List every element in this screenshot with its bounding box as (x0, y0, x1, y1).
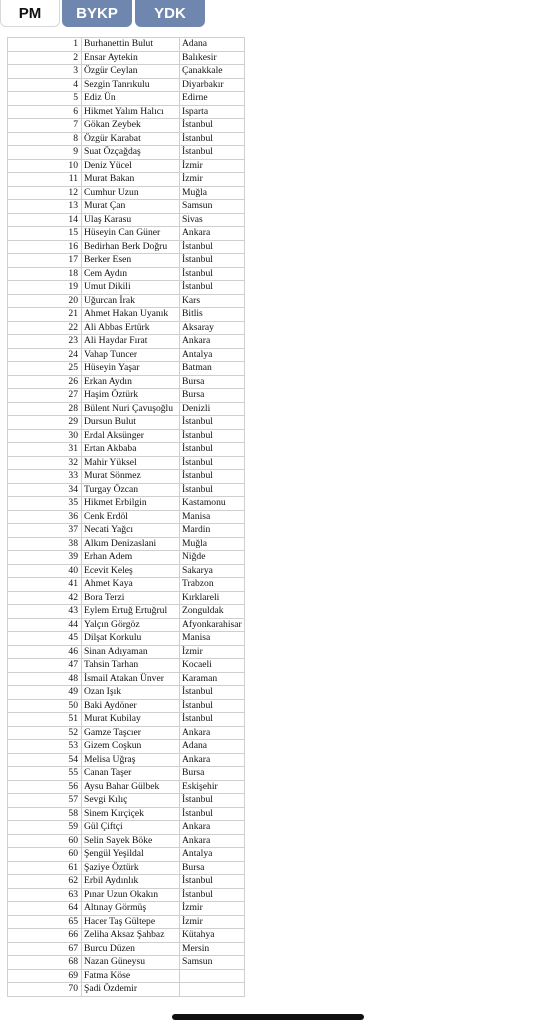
candidate-name[interactable]: Necati Yağcı (82, 524, 180, 538)
candidate-city[interactable]: Muğla (180, 186, 245, 200)
row-number[interactable]: 60 (8, 848, 82, 862)
candidate-name[interactable]: Ensar Aytekin (82, 51, 180, 65)
candidate-city[interactable]: Sakarya (180, 564, 245, 578)
table-row (8, 38, 245, 52)
row-number[interactable]: 67 (8, 942, 82, 956)
candidate-name[interactable]: Ediz Ün (82, 92, 180, 106)
candidate-city[interactable]: Adana (180, 38, 245, 52)
row-number[interactable]: 64 (8, 902, 82, 916)
candidate-city[interactable]: Bursa (180, 375, 245, 389)
candidate-name[interactable]: Bedirhan Berk Doğru (82, 240, 180, 254)
candidate-city[interactable]: Bitlis (180, 308, 245, 322)
table-row (8, 443, 245, 457)
table-row (8, 861, 245, 875)
table-row (8, 713, 245, 727)
candidate-city[interactable]: Ankara (180, 753, 245, 767)
candidate-name[interactable]: Eylem Ertuğ Ertuğrul (82, 605, 180, 619)
table-row (8, 632, 245, 646)
candidate-name[interactable]: Erbil Aydınlık (82, 875, 180, 889)
table-row (8, 200, 245, 214)
candidate-city[interactable]: Bursa (180, 767, 245, 781)
table-row (8, 416, 245, 430)
candidate-city[interactable]: İstanbul (180, 146, 245, 160)
row-number[interactable]: 4 (8, 78, 82, 92)
candidate-name[interactable]: Murat Kubilay (82, 713, 180, 727)
row-number[interactable]: 60 (8, 834, 82, 848)
row-number[interactable]: 32 (8, 456, 82, 470)
table-row (8, 483, 245, 497)
candidate-city[interactable]: Diyarbakır (180, 78, 245, 92)
candidate-city[interactable]: Manisa (180, 632, 245, 646)
candidate-city[interactable] (180, 969, 245, 983)
table-row (8, 65, 245, 79)
candidate-city[interactable]: İstanbul (180, 416, 245, 430)
table-row (8, 294, 245, 308)
tab-pm[interactable]: PM (0, 0, 60, 27)
candidate-city[interactable]: Aksaray (180, 321, 245, 335)
candidate-name[interactable]: Vahap Tuncer (82, 348, 180, 362)
candidate-city[interactable]: İstanbul (180, 807, 245, 821)
table-row (8, 78, 245, 92)
table-row (8, 672, 245, 686)
row-number[interactable]: 14 (8, 213, 82, 227)
row-number[interactable]: 43 (8, 605, 82, 619)
candidate-name[interactable]: Dursun Bulut (82, 416, 180, 430)
candidate-name[interactable]: Ecevit Keleş (82, 564, 180, 578)
candidate-city[interactable]: Zonguldak (180, 605, 245, 619)
candidate-name[interactable]: Yalçın Görgöz (82, 618, 180, 632)
candidate-city[interactable]: Kütahya (180, 929, 245, 943)
table-row (8, 578, 245, 592)
candidate-name[interactable]: Cenk Erdöl (82, 510, 180, 524)
row-number[interactable]: 44 (8, 618, 82, 632)
candidate-name[interactable]: Cumhur Uzun (82, 186, 180, 200)
table-row (8, 591, 245, 605)
table-row (8, 726, 245, 740)
candidate-name[interactable]: Zeliha Aksaz Şahbaz (82, 929, 180, 943)
candidate-city[interactable]: Çanakkale (180, 65, 245, 79)
row-number[interactable]: 22 (8, 321, 82, 335)
candidate-name[interactable]: Şengül Yeşildal (82, 848, 180, 862)
candidate-name[interactable]: Hüseyin Yaşar (82, 362, 180, 376)
candidate-city[interactable]: Trabzon (180, 578, 245, 592)
table-row (8, 119, 245, 133)
row-number[interactable]: 65 (8, 915, 82, 929)
candidate-name[interactable]: Hikmet Yalım Halıcı (82, 105, 180, 119)
candidate-city[interactable]: İstanbul (180, 456, 245, 470)
candidate-city[interactable]: Isparta (180, 105, 245, 119)
row-number[interactable]: 61 (8, 861, 82, 875)
row-number[interactable]: 69 (8, 969, 82, 983)
row-number[interactable]: 41 (8, 578, 82, 592)
candidate-name[interactable]: Hacer Taş Gültepe (82, 915, 180, 929)
candidate-city[interactable]: İstanbul (180, 888, 245, 902)
row-number[interactable]: 42 (8, 591, 82, 605)
table-row (8, 767, 245, 781)
tab-bykp[interactable]: BYKP (62, 0, 132, 27)
row-number[interactable]: 11 (8, 173, 82, 187)
row-number[interactable]: 66 (8, 929, 82, 943)
row-number[interactable]: 54 (8, 753, 82, 767)
candidate-city[interactable]: Ankara (180, 834, 245, 848)
row-number[interactable]: 51 (8, 713, 82, 727)
candidate-name[interactable]: Erdal Aksünger (82, 429, 180, 443)
table-row (8, 321, 245, 335)
row-number[interactable]: 55 (8, 767, 82, 781)
table-row (8, 807, 245, 821)
candidate-name[interactable]: Uğurcan İrak (82, 294, 180, 308)
candidate-city[interactable]: İstanbul (180, 267, 245, 281)
candidate-name[interactable]: Murat Bakan (82, 173, 180, 187)
candidate-city[interactable]: Niğde (180, 551, 245, 565)
table-row (8, 821, 245, 835)
table-row (8, 348, 245, 362)
row-number[interactable]: 57 (8, 794, 82, 808)
candidate-city[interactable]: İzmir (180, 915, 245, 929)
row-number[interactable]: 24 (8, 348, 82, 362)
table-row (8, 132, 245, 146)
candidate-name[interactable]: Nazan Güneysu (82, 956, 180, 970)
row-number[interactable]: 3 (8, 65, 82, 79)
table-row (8, 510, 245, 524)
row-number[interactable]: 37 (8, 524, 82, 538)
candidate-city[interactable]: Antalya (180, 348, 245, 362)
table-row (8, 159, 245, 173)
candidate-name[interactable]: Sinem Kırçiçek (82, 807, 180, 821)
candidate-city[interactable]: İstanbul (180, 875, 245, 889)
candidate-city[interactable]: Bursa (180, 861, 245, 875)
table-row (8, 335, 245, 349)
candidate-city[interactable]: Ankara (180, 726, 245, 740)
candidate-name[interactable]: Selin Sayek Böke (82, 834, 180, 848)
table-row (8, 92, 245, 106)
candidate-city[interactable]: İstanbul (180, 470, 245, 484)
candidate-city[interactable]: Denizli (180, 402, 245, 416)
table-row (8, 375, 245, 389)
table-row (8, 699, 245, 713)
table-row (8, 186, 245, 200)
row-number[interactable]: 36 (8, 510, 82, 524)
table-row (8, 618, 245, 632)
candidate-city[interactable]: İstanbul (180, 686, 245, 700)
table-row (8, 848, 245, 862)
candidate-name[interactable]: Ozan Işık (82, 686, 180, 700)
candidate-name[interactable]: Murat Çan (82, 200, 180, 214)
table-row (8, 645, 245, 659)
table-row (8, 105, 245, 119)
sheet-tabs (0, 0, 210, 27)
candidate-city[interactable]: İstanbul (180, 699, 245, 713)
row-number[interactable]: 5 (8, 92, 82, 106)
candidate-city[interactable]: Muğla (180, 537, 245, 551)
row-number[interactable]: 9 (8, 146, 82, 160)
candidate-city[interactable]: Mersin (180, 942, 245, 956)
candidate-name[interactable]: Burhanettin Bulut (82, 38, 180, 52)
candidate-name[interactable]: Murat Sönmez (82, 470, 180, 484)
row-number[interactable]: 1 (8, 38, 82, 52)
row-number[interactable]: 49 (8, 686, 82, 700)
candidate-city[interactable]: Eskişehir (180, 780, 245, 794)
table-row (8, 240, 245, 254)
table-row (8, 794, 245, 808)
row-number[interactable]: 6 (8, 105, 82, 119)
table-row (8, 308, 245, 322)
table-row (8, 929, 245, 943)
row-number[interactable]: 53 (8, 740, 82, 754)
row-number[interactable]: 46 (8, 645, 82, 659)
row-number[interactable]: 7 (8, 119, 82, 133)
table-row (8, 902, 245, 916)
candidate-city[interactable]: Bursa (180, 389, 245, 403)
table-row (8, 915, 245, 929)
candidate-city[interactable]: İzmir (180, 645, 245, 659)
candidate-city[interactable]: Kars (180, 294, 245, 308)
candidate-name[interactable]: Berker Esen (82, 254, 180, 268)
table-row (8, 402, 245, 416)
candidate-name[interactable]: Hikmet Erbilgin (82, 497, 180, 511)
row-number[interactable]: 70 (8, 983, 82, 997)
candidate-list (7, 37, 245, 997)
row-number[interactable]: 56 (8, 780, 82, 794)
candidate-table (7, 37, 245, 997)
row-number[interactable]: 28 (8, 402, 82, 416)
table-row (8, 470, 245, 484)
candidate-name[interactable]: Aysu Bahar Gülbek (82, 780, 180, 794)
candidate-city[interactable]: İstanbul (180, 132, 245, 146)
candidate-city[interactable]: İstanbul (180, 281, 245, 295)
candidate-name[interactable]: Bora Terzi (82, 591, 180, 605)
table-row (8, 456, 245, 470)
row-number[interactable]: 50 (8, 699, 82, 713)
candidate-city[interactable]: Antalya (180, 848, 245, 862)
table-row (8, 429, 245, 443)
row-number[interactable]: 34 (8, 483, 82, 497)
row-number[interactable]: 29 (8, 416, 82, 430)
candidate-city[interactable]: İstanbul (180, 429, 245, 443)
table-row (8, 875, 245, 889)
table-row (8, 956, 245, 970)
table-row (8, 780, 245, 794)
row-number[interactable]: 45 (8, 632, 82, 646)
row-number[interactable]: 21 (8, 308, 82, 322)
row-number[interactable]: 8 (8, 132, 82, 146)
candidate-name[interactable]: Gökan Zeybek (82, 119, 180, 133)
candidate-city[interactable]: İstanbul (180, 254, 245, 268)
table-row (8, 146, 245, 160)
candidate-name[interactable]: Şaziye Öztürk (82, 861, 180, 875)
candidate-name[interactable]: Deniz Yücel (82, 159, 180, 173)
row-number[interactable]: 63 (8, 888, 82, 902)
candidate-city[interactable]: Afyonkarahisar (180, 618, 245, 632)
candidate-name[interactable]: Gizem Coşkun (82, 740, 180, 754)
table-row (8, 497, 245, 511)
row-number[interactable]: 25 (8, 362, 82, 376)
table-row (8, 173, 245, 187)
row-number[interactable]: 35 (8, 497, 82, 511)
candidate-city[interactable]: İzmir (180, 159, 245, 173)
row-number[interactable]: 59 (8, 821, 82, 835)
candidate-name[interactable]: Özgür Karabat (82, 132, 180, 146)
row-number[interactable]: 19 (8, 281, 82, 295)
row-number[interactable]: 15 (8, 227, 82, 241)
candidate-city[interactable]: Manisa (180, 510, 245, 524)
candidate-city[interactable]: İstanbul (180, 794, 245, 808)
candidate-name[interactable]: Umut Dikili (82, 281, 180, 295)
table-row (8, 605, 245, 619)
candidate-name[interactable]: Canan Taşer (82, 767, 180, 781)
table-row (8, 537, 245, 551)
candidate-name[interactable]: Tahsin Tarhan (82, 659, 180, 673)
candidate-city[interactable]: Ankara (180, 821, 245, 835)
candidate-name[interactable]: Ulaş Karasu (82, 213, 180, 227)
row-number[interactable]: 10 (8, 159, 82, 173)
candidate-city[interactable]: İzmir (180, 173, 245, 187)
candidate-name[interactable]: Alkım Denizaslani (82, 537, 180, 551)
candidate-name[interactable]: Gamze Taşcıer (82, 726, 180, 740)
candidate-name[interactable]: Pınar Uzun Okakın (82, 888, 180, 902)
table-row (8, 389, 245, 403)
table-row (8, 227, 245, 241)
candidate-city[interactable]: İstanbul (180, 119, 245, 133)
table-row (8, 834, 245, 848)
row-number[interactable]: 38 (8, 537, 82, 551)
row-number[interactable]: 18 (8, 267, 82, 281)
row-number[interactable]: 30 (8, 429, 82, 443)
row-number[interactable]: 2 (8, 51, 82, 65)
candidate-city[interactable]: Edirne (180, 92, 245, 106)
candidate-name[interactable]: Suat Özçağdaş (82, 146, 180, 160)
row-number[interactable]: 20 (8, 294, 82, 308)
candidate-city[interactable]: İzmir (180, 902, 245, 916)
candidate-name[interactable]: Hüseyin Can Güner (82, 227, 180, 241)
row-number[interactable]: 31 (8, 443, 82, 457)
row-number[interactable]: 16 (8, 240, 82, 254)
candidate-name[interactable]: Sinan Adıyaman (82, 645, 180, 659)
candidate-name[interactable]: İsmail Atakan Ünver (82, 672, 180, 686)
candidate-name[interactable]: Mahir Yüksel (82, 456, 180, 470)
row-number[interactable]: 40 (8, 564, 82, 578)
row-number[interactable]: 47 (8, 659, 82, 673)
candidate-name[interactable]: Haşim Öztürk (82, 389, 180, 403)
table-row (8, 686, 245, 700)
candidate-name[interactable]: Ertan Akbaba (82, 443, 180, 457)
row-number[interactable]: 52 (8, 726, 82, 740)
candidate-name[interactable]: Erhan Adem (82, 551, 180, 565)
candidate-name[interactable]: Gül Çiftçi (82, 821, 180, 835)
candidate-name[interactable]: Sezgin Tanrıkulu (82, 78, 180, 92)
candidate-name[interactable]: Ali Haydar Fırat (82, 335, 180, 349)
candidate-city[interactable]: Kastamonu (180, 497, 245, 511)
row-number[interactable]: 26 (8, 375, 82, 389)
table-row (8, 740, 245, 754)
row-number[interactable]: 23 (8, 335, 82, 349)
candidate-city[interactable]: Sivas (180, 213, 245, 227)
table-row (8, 888, 245, 902)
candidate-city[interactable] (180, 983, 245, 997)
candidate-city[interactable]: Batman (180, 362, 245, 376)
candidate-name[interactable]: Erkan Aydın (82, 375, 180, 389)
candidate-name[interactable]: Melisa Uğraş (82, 753, 180, 767)
candidate-name[interactable]: Burcu Düzen (82, 942, 180, 956)
row-number[interactable]: 13 (8, 200, 82, 214)
row-number[interactable]: 17 (8, 254, 82, 268)
candidate-city[interactable]: Samsun (180, 200, 245, 214)
table-row (8, 551, 245, 565)
candidate-name[interactable]: Ahmet Hakan Uyanık (82, 308, 180, 322)
row-number[interactable]: 62 (8, 875, 82, 889)
row-number[interactable]: 27 (8, 389, 82, 403)
candidate-city[interactable]: Balıkesir (180, 51, 245, 65)
candidate-city[interactable]: İstanbul (180, 483, 245, 497)
table-row (8, 942, 245, 956)
table-row (8, 983, 245, 997)
row-number[interactable]: 33 (8, 470, 82, 484)
table-row (8, 524, 245, 538)
candidate-city[interactable]: Kırklareli (180, 591, 245, 605)
candidate-city[interactable]: Samsun (180, 956, 245, 970)
candidate-city[interactable]: Ankara (180, 227, 245, 241)
table-row (8, 267, 245, 281)
candidate-name[interactable]: Ahmet Kaya (82, 578, 180, 592)
table-row (8, 362, 245, 376)
row-number[interactable]: 39 (8, 551, 82, 565)
table-row (8, 281, 245, 295)
table-row (8, 753, 245, 767)
table-body (8, 38, 245, 997)
home-indicator[interactable] (172, 1014, 364, 1020)
row-number[interactable]: 48 (8, 672, 82, 686)
candidate-name[interactable]: Altınay Görmüş (82, 902, 180, 916)
candidate-name[interactable]: Turgay Özcan (82, 483, 180, 497)
row-number[interactable]: 12 (8, 186, 82, 200)
candidate-city[interactable]: Kocaeli (180, 659, 245, 673)
candidate-city[interactable]: Mardin (180, 524, 245, 538)
candidate-name[interactable]: Sevgi Kılıç (82, 794, 180, 808)
candidate-name[interactable]: Şadi Özdemir (82, 983, 180, 997)
candidate-name[interactable]: Cem Aydın (82, 267, 180, 281)
candidate-name[interactable]: Bülent Nuri Çavuşoğlu (82, 402, 180, 416)
candidate-city[interactable]: İstanbul (180, 240, 245, 254)
table-row (8, 213, 245, 227)
candidate-city[interactable]: Ankara (180, 335, 245, 349)
table-row (8, 659, 245, 673)
table-row (8, 254, 245, 268)
candidate-city[interactable]: İstanbul (180, 443, 245, 457)
tab-ydk[interactable]: YDK (135, 0, 205, 27)
candidate-name[interactable]: Baki Aydöner (82, 699, 180, 713)
row-number[interactable]: 58 (8, 807, 82, 821)
candidate-city[interactable]: Karaman (180, 672, 245, 686)
candidate-name[interactable]: Ali Abbas Ertürk (82, 321, 180, 335)
table-row (8, 564, 245, 578)
candidate-city[interactable]: İstanbul (180, 713, 245, 727)
table-row (8, 969, 245, 983)
row-number[interactable]: 68 (8, 956, 82, 970)
candidate-city[interactable]: Adana (180, 740, 245, 754)
candidate-name[interactable]: Özgür Ceylan (82, 65, 180, 79)
table-row (8, 51, 245, 65)
candidate-name[interactable]: Dilşat Korkulu (82, 632, 180, 646)
candidate-name[interactable]: Fatma Köse (82, 969, 180, 983)
